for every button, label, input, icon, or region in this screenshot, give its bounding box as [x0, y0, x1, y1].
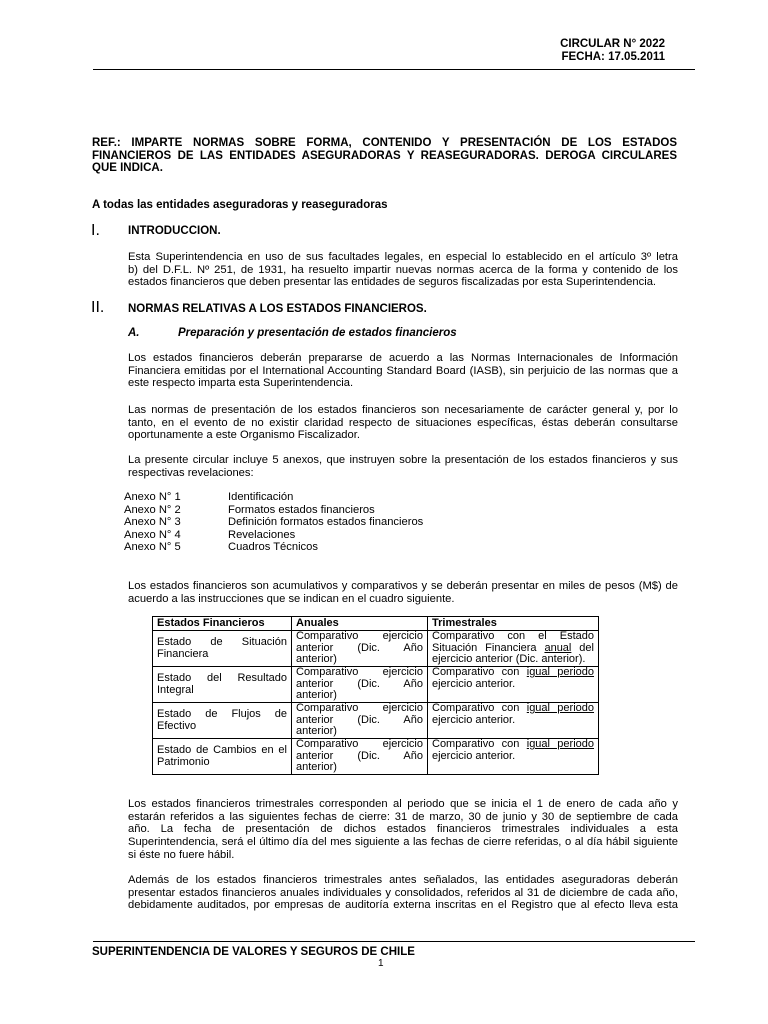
text-line: Además de los estados financieros trimestrales antes señalados, las entidades aseguradoras deberán: [128, 874, 678, 886]
text-line: oportunamente a este Organismo Fiscalizador.: [128, 429, 360, 442]
text-line: acuerdo a las instrucciones que se indican en el cuadro siguiente.: [128, 592, 455, 605]
annex-item: [124, 491, 423, 504]
annex-number: Anexo N° 3: [124, 516, 181, 528]
subsection-title: Preparación y presentación de estados financieros: [178, 327, 457, 339]
text-line: año. La fecha de presentación de dichos estados financieros trimestrales individuales a esta: [128, 823, 678, 836]
underlined-text: igual periodo: [526, 702, 595, 714]
text-line: respectivas revelaciones:: [128, 466, 254, 479]
annex-number: Anexo N° 4: [124, 528, 181, 541]
cell-line: ejercicio anterior (Dic. anterior).: [432, 653, 586, 665]
page-number: 1: [378, 958, 384, 969]
annex-number: Anexo N° 2: [124, 503, 181, 516]
column-header: Anuales: [292, 617, 428, 631]
cell-line: anterior): [296, 689, 337, 701]
annual-cell: [292, 631, 428, 667]
underlined-text: anual: [544, 641, 572, 654]
quarterly-cell: [428, 739, 599, 775]
cell-line: [432, 667, 594, 679]
statement-cell: Estado del Resultado Integral: [153, 667, 292, 703]
section-1-numeral: I.: [91, 222, 100, 239]
reference-line: REF.: IMPARTE NORMAS SOBRE FORMA, CONTENIDO Y PRESENTACIÓN DE LOS ESTADOS: [92, 137, 677, 149]
text-line: este respecto imparta esta Superintendencia.: [128, 377, 354, 390]
annex-description: Revelaciones: [228, 528, 296, 541]
annex-description: Identificación: [228, 491, 294, 503]
quarterly-cell: [428, 703, 599, 739]
text-line: Los estados financieros deberán prepararse de acuerdo a las Normas Internacionales de Información: [128, 352, 678, 364]
quarterly-cell: [428, 631, 599, 667]
circular-date: FECHA: 17.05.2011: [561, 51, 665, 63]
text-line: Superintendencia, será el último día del mes siguiente a las fechas de cierre referidas, o al día hábil siguiente: [128, 836, 678, 849]
paragraph-presentation-norms: [128, 404, 678, 442]
text-line: Los estados financieros son acumulativos y comparativos y se deberán presentar en miles de pesos (M$) de: [128, 580, 678, 592]
financial-statements-table: [152, 616, 599, 775]
cell-line: ejercicio anterior.: [432, 677, 516, 690]
cell-line: Comparativo ejercicio: [296, 666, 423, 678]
quarterly-cell: [428, 667, 599, 703]
cell-line: Comparativo ejercicio: [296, 702, 423, 714]
section-2-numeral: II.: [91, 299, 105, 316]
cell-line: [432, 739, 594, 751]
text-line: Esta Superintendencia en uso de sus facultades legales, en especial lo establecido en el artículo 3º letra: [128, 251, 678, 263]
header-rule: [93, 69, 695, 70]
cell-text: Comparativo con: [432, 738, 520, 750]
table-row: [153, 667, 599, 703]
statement-cell: Estado de Cambios en el Patrimonio: [153, 739, 292, 775]
paragraph-annexes-intro: [128, 454, 678, 479]
cell-line: ejercicio anterior.: [432, 749, 516, 762]
circular-number: CIRCULAR N° 2022: [560, 38, 665, 50]
introduction-paragraph: [128, 251, 678, 289]
section-2-title: NORMAS RELATIVAS A LOS ESTADOS FINANCIEROS.: [128, 303, 427, 315]
annex-number: Anexo N° 1: [124, 491, 181, 503]
annex-description: Cuadros Técnicos: [228, 541, 318, 553]
reference-line: FINANCIEROS DE LAS ENTIDADES ASEGURADORAS Y REASEGURADORAS. DEROGA CIRCULARES: [92, 149, 677, 162]
annual-cell: [292, 667, 428, 703]
cell-text: Situación Financiera: [432, 641, 537, 654]
subsection-a-heading: [128, 327, 457, 339]
subsection-letter: A.: [128, 327, 140, 339]
annex-description: Formatos estados financieros: [228, 503, 375, 516]
text-line: presentar estados financieros anuales individuales y consolidados, referidos al 31 de diciembre de cada año,: [128, 886, 678, 899]
cell-line: ejercicio anterior.: [432, 713, 516, 726]
annex-item: [124, 529, 423, 542]
cell-line: anterior (Dic. Año: [296, 641, 423, 654]
cell-line: Comparativo ejercicio: [296, 630, 423, 642]
annex-item: [124, 541, 423, 554]
cell-line: anterior (Dic. Año: [296, 713, 423, 726]
cell-line: Comparativo ejercicio: [296, 738, 423, 750]
text-line: La presente circular incluye 5 anexos, que instruyen sobre la presentación de los estados financieros y sus: [128, 454, 678, 466]
text-line: b) del D.F.L. Nº 251, de 1931, ha resuelto impartir nuevas normas acerca de la forma y contenido de los: [128, 263, 678, 276]
statement-cell: Estado de Flujos de Efectivo: [153, 703, 292, 739]
paragraph-annual-statements: [128, 874, 678, 912]
cell-line: anterior): [296, 761, 337, 773]
table-row: [153, 631, 599, 667]
cell-line: anterior): [296, 653, 337, 665]
table-row: [153, 703, 599, 739]
footer-organization: SUPERINTENDENCIA DE VALORES Y SEGUROS DE CHILE: [92, 946, 415, 958]
cell-line: Comparativo con el Estado: [432, 630, 594, 642]
circular-header: [520, 38, 665, 64]
annex-list: [124, 491, 423, 554]
addressee: A todas las entidades aseguradoras y reaseguradoras: [92, 199, 388, 211]
section-1-title: INTRODUCCION.: [128, 225, 221, 237]
text-line: debidamente auditados, por empresas de auditoría externa inscritas en el Registro que al efecto lleva esta: [128, 899, 678, 912]
text-line: estados financieros que deben presentar las entidades de seguros fiscalizadas por esta Superintendencia.: [128, 276, 657, 289]
footer-rule: [93, 941, 695, 942]
underlined-text: igual periodo: [526, 666, 595, 678]
text-line: tanto, en el evento de no existir claridad respecto de situaciones específicas, éstas deberán consultarse: [128, 416, 678, 429]
statement-cell: Estado de Situación Financiera: [153, 631, 292, 667]
text-line: si éste no fuere hábil.: [128, 848, 235, 861]
annex-number: Anexo N° 5: [124, 541, 181, 553]
cell-text: Comparativo con: [432, 666, 520, 678]
cell-line: anterior (Dic. Año: [296, 677, 423, 690]
table-header-row: [153, 617, 599, 631]
text-line: Las normas de presentación de los estados financieros son necesariamente de carácter general y, por lo: [128, 404, 678, 416]
text-line: Financiera emitidas por el International Accounting Standard Board (IASB), sin perjuicio de las normas que a: [128, 364, 678, 377]
cell-line: anterior): [296, 725, 337, 737]
text-line: Los estados financieros trimestrales corresponden al periodo que se inicia el 1 de enero de cada año y: [128, 798, 678, 810]
underlined-text: igual periodo: [526, 738, 595, 750]
annual-cell: [292, 739, 428, 775]
annex-item: [124, 516, 423, 529]
reference-line: QUE INDICA.: [92, 162, 163, 174]
text-line: estarán referidos a las siguientes fechas de cierre: 31 de marzo, 30 de junio y 30 de septiembre de cada: [128, 810, 678, 823]
column-header: Trimestrales: [428, 617, 599, 631]
paragraph-ifrs: [128, 352, 678, 390]
column-header: Estados Financieros: [153, 617, 292, 631]
cell-text: del: [579, 641, 594, 654]
paragraph-thousands-of-pesos: [128, 580, 678, 605]
annex-description: Definición formatos estados financieros: [228, 516, 424, 528]
reference-heading: [92, 137, 677, 175]
annual-cell: [292, 703, 428, 739]
annex-item: [124, 504, 423, 517]
paragraph-quarterly-statements: [128, 798, 678, 862]
table-row: [153, 739, 599, 775]
cell-line: [432, 703, 594, 715]
cell-line: anterior (Dic. Año: [296, 749, 423, 762]
cell-text: Comparativo con: [432, 702, 520, 714]
